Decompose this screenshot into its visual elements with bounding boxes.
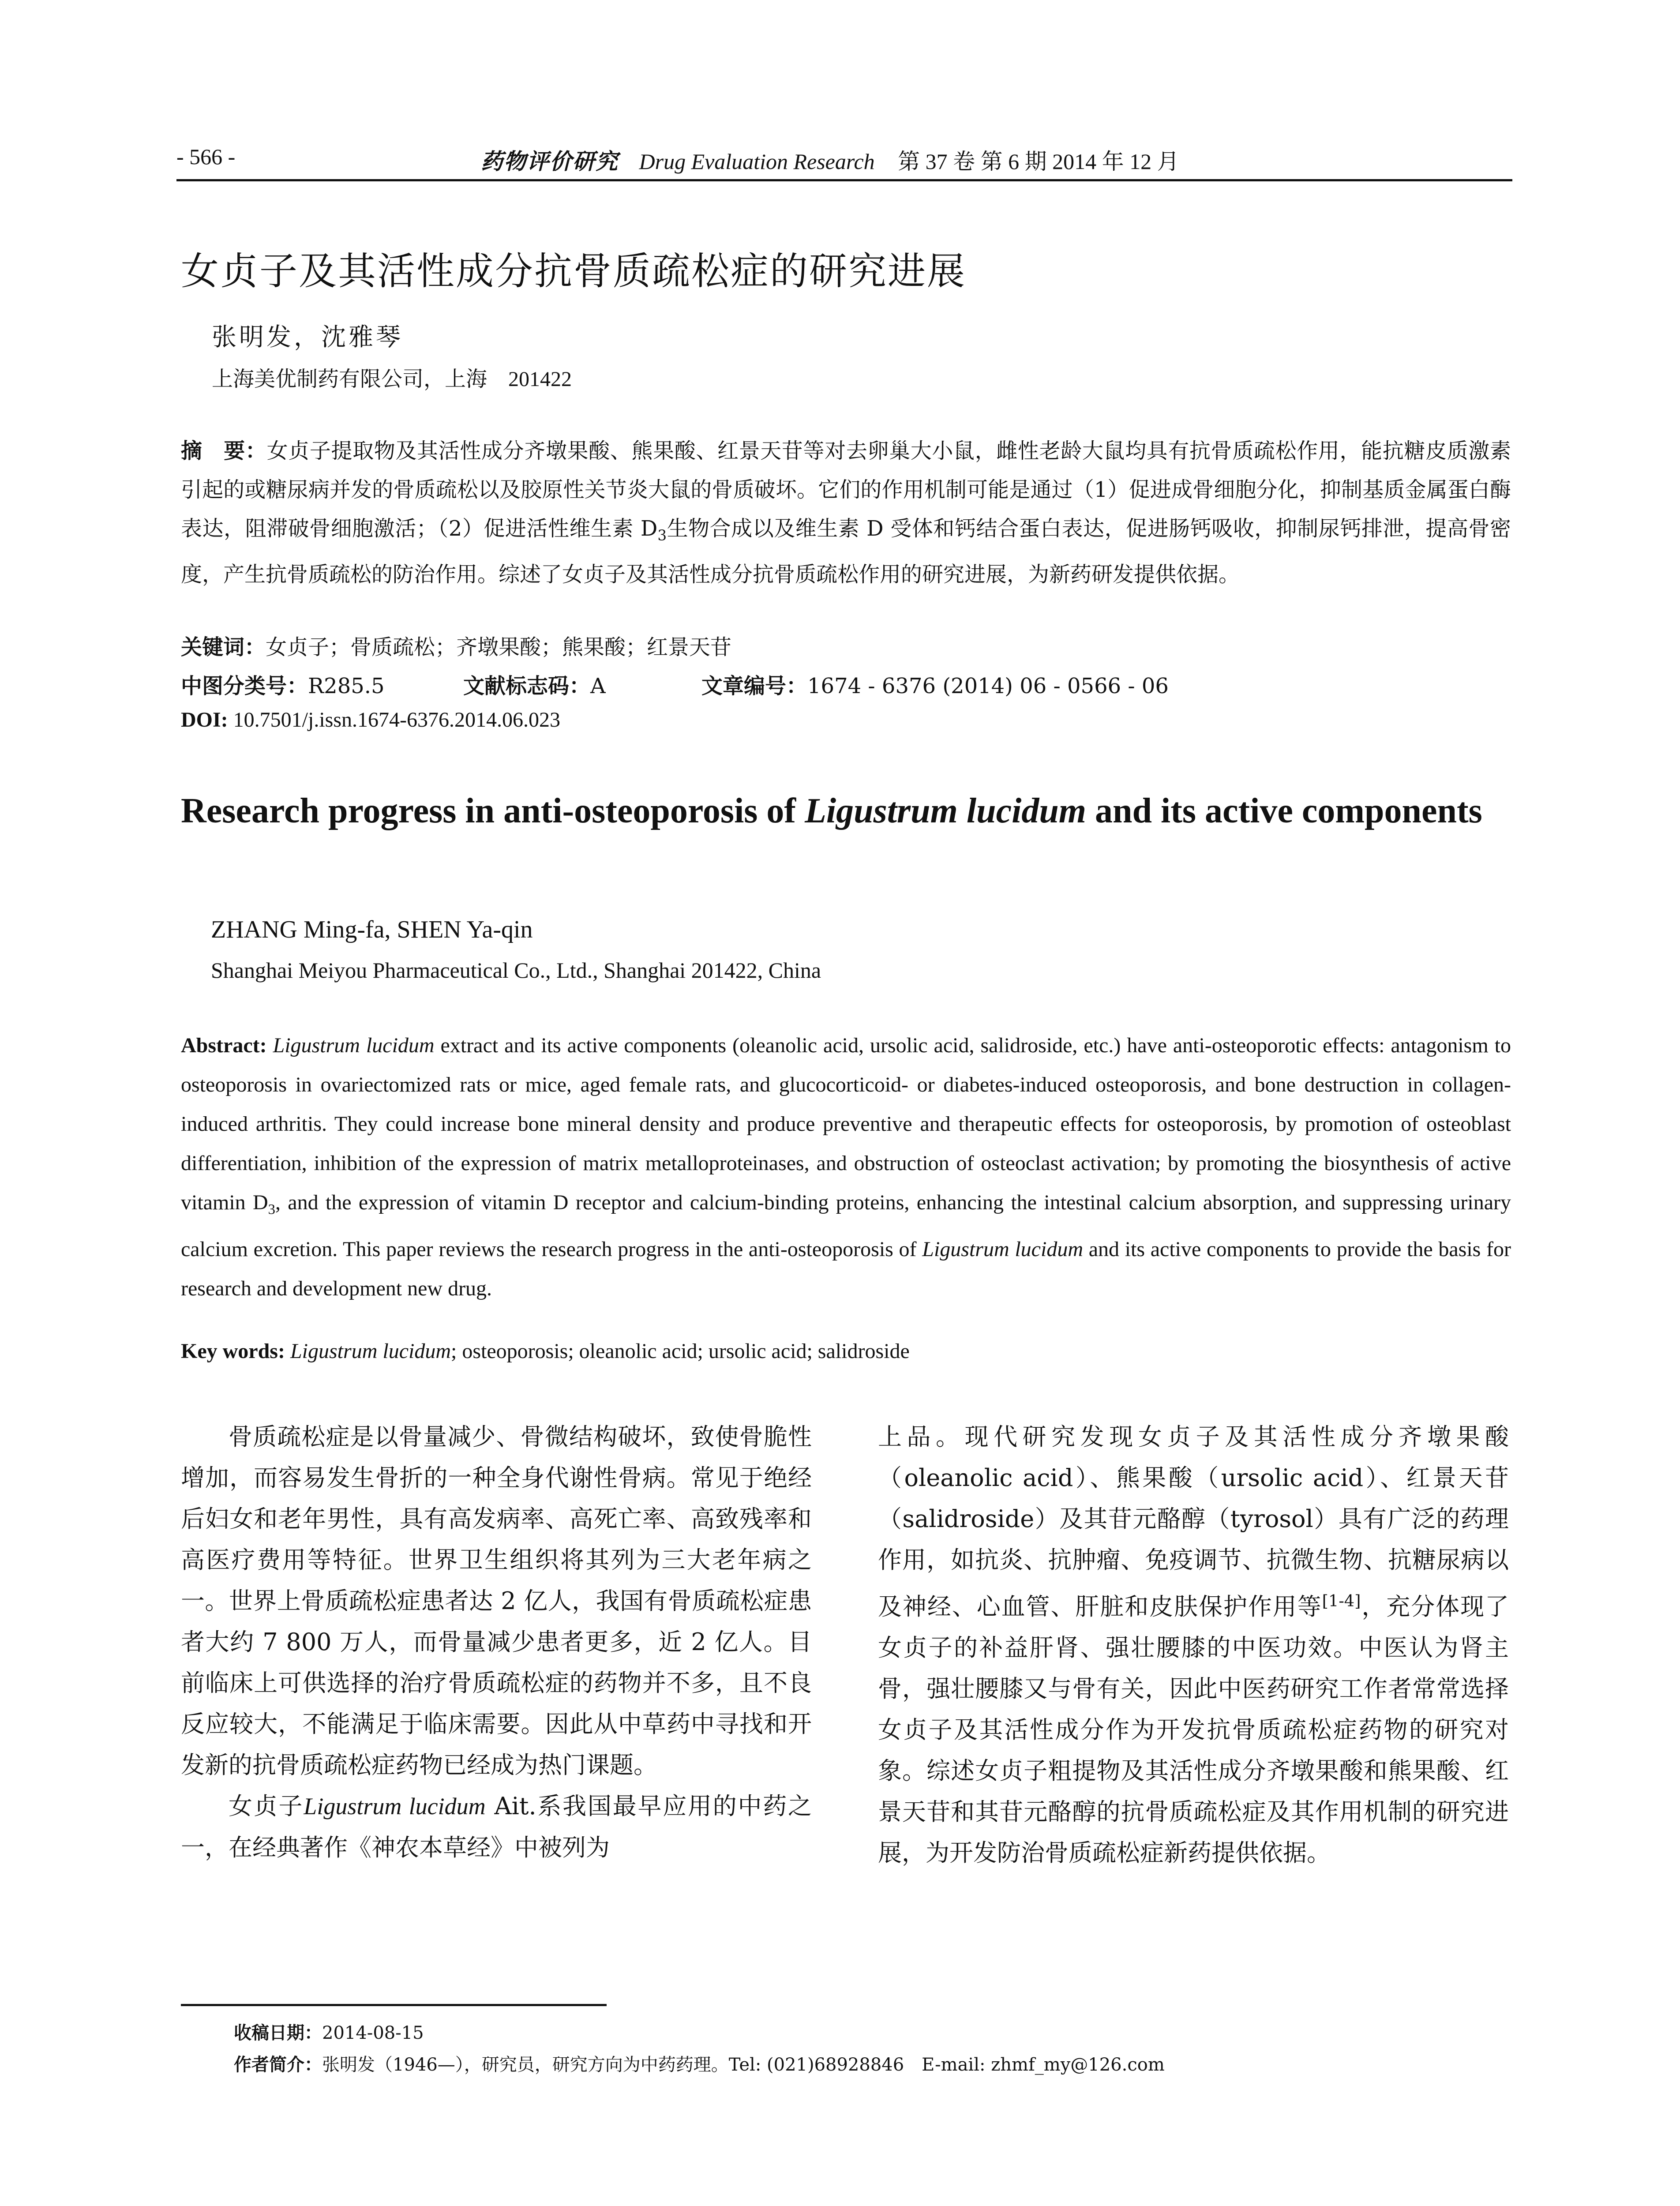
article-title-cn: 女贞子及其活性成分抗骨质疏松症的研究进展 xyxy=(181,249,966,293)
footnotes xyxy=(234,2017,1165,2081)
article-no-block xyxy=(701,669,1169,699)
doi-label: DOI: xyxy=(181,708,228,732)
journal-name-en: Drug Evaluation Research xyxy=(639,149,875,174)
body-text: Ait.系我国最早应用的中药之一，在经典著作《神农本草经》中被列为 xyxy=(181,1792,812,1861)
clc-block xyxy=(181,669,463,699)
authors-en: ZHANG Ming-fa, SHEN Ya-qin xyxy=(211,916,533,943)
abstract-cn xyxy=(181,431,1511,594)
doccode-block xyxy=(463,669,701,699)
classification-line xyxy=(181,669,1169,699)
affiliation-en: Shanghai Meiyou Pharmaceutical Co., Ltd., Shanghai 201422, China xyxy=(211,958,821,983)
author-bio-line xyxy=(234,2049,1165,2081)
body-column-left xyxy=(181,1416,812,1868)
author-bio-label: 作者简介： xyxy=(234,2055,322,2075)
body-paragraph xyxy=(181,1786,812,1868)
body-paragraph xyxy=(878,1416,1509,1873)
citation-ref: [1-4] xyxy=(1322,1591,1361,1610)
authors-cn: 张明发，沈雅琴 xyxy=(212,323,403,352)
doccode-label: 文献标志码： xyxy=(463,674,591,698)
received-label: 收稿日期： xyxy=(234,2023,322,2043)
body-species: Ligustrum lucidum xyxy=(304,1793,486,1820)
abstract-cn-text-1: 女贞子提取物及其活性成分齐墩果酸、熊果酸、红景天苷等对去卵巢大小鼠，雌性老龄大鼠均具有抗骨质疏松作用，能抗糖皮质激素引起的或糖尿病并发的骨质疏松以及胶原性关节炎大鼠的骨质破坏。它们的作用机制可能是通过（1）促进成骨细胞分化，抑制基质金属蛋白酶表达，阻滞破骨细胞激活；（2）促进活性维生素 D xyxy=(181,439,1511,541)
body-paragraph: 骨质疏松症是以骨量减少、骨微结构破坏，致使骨脆性增加，而容易发生骨折的一种全身代谢性骨病。常见于绝经后妇女和老年男性，具有高发病率、高死亡率、高致残率和高医疗费用等特征。世界卫生组织将其列为三大老年病之一。世界上骨质疏松症患者达 2 亿人，我国有骨质疏松症患者大约 7 800 万人，而骨量减少患者更多，近 2 亿人。目前临床上可供选择的治疗骨质疏松症的药物并不多，且不良反应较大，不能满足于临床需要。因此从中草药中寻找和开发新的抗骨质疏松症药物已经成为热门课题。 xyxy=(181,1423,812,1779)
affiliation-cn xyxy=(212,362,572,392)
doi-value: 10.7501/j.issn.1674-6376.2014.06.023 xyxy=(233,708,561,732)
abstract-en-text-1: extract and its active components (oleanolic acid, ursolic acid, salidroside, etc.) have anti-osteoporotic effects: antagonism to osteoporosis in ovariectomized rats or mice, aged female rats, and glucocorticoid- or diabetes-induced osteoporosis, and bone destruction in collagen-induced arthritis. They could increase bone mineral density and produce preventive and therapeutic effects for osteoporosis, by promotion of osteoblast differentiation, inhibition of the expression of matrix metalloproteinases, and obstruction of osteoclast activation; by promoting the biosynthesis of active vitamin D xyxy=(181,1034,1511,1214)
abstract-cn-label: 摘 要： xyxy=(181,439,267,463)
abstract-en-label: Abstract: xyxy=(181,1034,267,1057)
received-date-line xyxy=(234,2017,1165,2049)
abstract-cn-subscript: 3 xyxy=(657,527,667,544)
received-date: 2014-08-15 xyxy=(322,2023,424,2043)
article-no-value: 1674 - 6376 (2014) 06 - 0566 - 06 xyxy=(807,674,1169,698)
abstract-en-subscript: 3 xyxy=(268,1201,275,1218)
abstract-en-text-3: and its active components to provide the basis for research and development new drug. xyxy=(181,1237,1511,1300)
doccode-value: A xyxy=(590,674,606,698)
en-title-part-1: Research progress in anti-osteoporosis of xyxy=(181,792,796,830)
body-text: 上品。现代研究发现女贞子及其活性成分齐墩果酸（oleanolic acid）、熊果酸（ursolic acid）、红景天苷（salidroside）及其苷元酪醇（tyrosol）具有广泛的药理作用，如抗炎、抗肿瘤、免疫调节、抗微生物、抗糖尿病以及神经、心血管、肝脏和皮肤保护作用等 xyxy=(878,1423,1509,1621)
author-bio: 张明发（1946—），研究员，研究方向为中药药理。Tel: (021)68928846 E-mail: zhmf_my@126.com xyxy=(322,2055,1165,2075)
footnote-divider xyxy=(181,2004,607,2006)
keywords-cn-text: 女贞子；骨质疏松；齐墩果酸；熊果酸；红景天苷 xyxy=(266,635,732,660)
en-title-species: Ligustrum lucidum xyxy=(805,792,1087,830)
clc-label: 中图分类号： xyxy=(181,674,308,698)
affiliation-cn-zip: 201422 xyxy=(508,368,572,391)
clc-value: R285.5 xyxy=(308,674,385,698)
abstract-en-species-2: Ligustrum lucidum xyxy=(922,1237,1083,1261)
keywords-cn xyxy=(181,630,731,660)
keywords-en xyxy=(181,1339,910,1363)
article-no-label: 文章编号： xyxy=(701,674,808,698)
en-title-part-2: and its active components xyxy=(1095,792,1482,830)
abstract-cn-text-2: 生物合成以及维生素 D 受体和钙结合蛋白表达，促进肠钙吸收，抑制尿钙排泄，提高骨密度，产生抗骨质疏松的防治作用。综述了女贞子及其活性成分抗骨质疏松作用的研究进展，为新药研发提供依据。 xyxy=(181,516,1511,587)
body-text: 女贞子 xyxy=(229,1792,304,1820)
body-column-right xyxy=(878,1416,1509,1873)
journal-logo: 药物评价研究 xyxy=(481,148,619,174)
affiliation-cn-text: 上海美优制药有限公司，上海 xyxy=(212,367,488,391)
abstract-en-text-2: , and the expression of vitamin D receptor and calcium-binding proteins, enhancing the intestinal calcium absorption, and suppressing urinary calcium excretion. This paper reviews the research progress in the anti-osteoporosis of xyxy=(181,1191,1511,1261)
keywords-en-rest: ; osteoporosis; oleanolic acid; ursolic acid; salidroside xyxy=(451,1339,910,1363)
page-number: - 566 - xyxy=(176,144,236,169)
issue-info: 第 37 卷 第 6 期 2014 年 12 月 xyxy=(898,149,1179,174)
article-title-en xyxy=(181,781,1504,841)
abstract-en xyxy=(181,1026,1511,1308)
keywords-cn-label: 关键词： xyxy=(181,635,266,660)
body-text: ，充分体现了女贞子的补益肝肾、强壮腰膝的中医功效。中医认为肾主骨，强壮腰膝又与骨有关，因此中医药研究工作者常常选择女贞子及其活性成分作为开发抗骨质疏松症药物的研究对象。综述女贞子粗提物及其活性成分齐墩果酸和熊果酸、红景天苷和其苷元酪醇的抗骨质疏松症及其作用机制的研究进展，为开发防治骨质疏松症新药提供依据。 xyxy=(878,1593,1509,1867)
abstract-en-species-1: Ligustrum lucidum xyxy=(273,1034,435,1057)
keywords-en-label: Key words: xyxy=(181,1339,285,1363)
running-header xyxy=(176,140,1512,181)
journal-line xyxy=(481,144,1179,176)
keywords-en-species: Ligustrum lucidum xyxy=(290,1339,451,1363)
doi-line xyxy=(181,708,560,732)
